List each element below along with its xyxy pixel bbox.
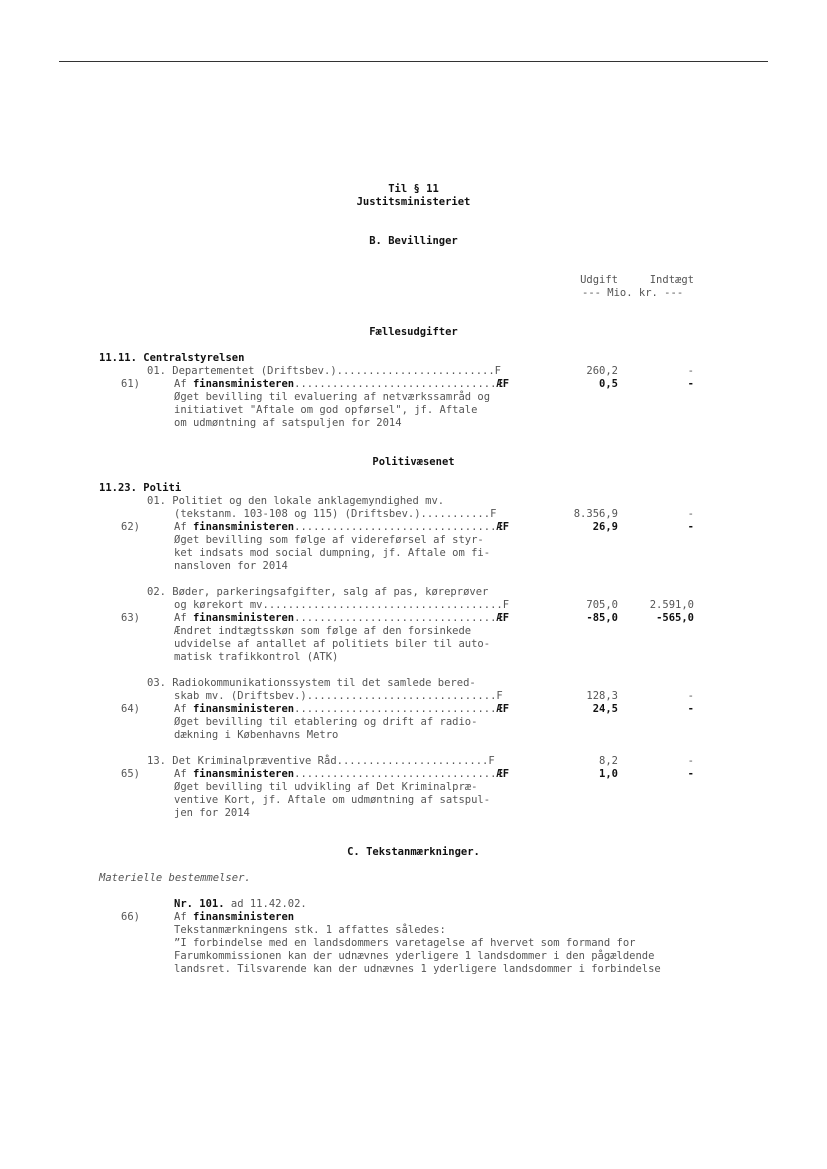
note-text: initiativet "Aftale om god opførsel", jf. Aftale — [174, 404, 478, 416]
note-text: dækning i Københavns Metro — [174, 729, 339, 741]
section-title: Til § 11 — [388, 183, 439, 195]
note-number: 63) — [121, 612, 140, 624]
amount-indtaegt: - — [687, 365, 694, 377]
note-text: Tekstanmærkningens stk. 1 affattes således: — [174, 924, 446, 936]
af-line: Af finansministeren................................ÆF — [174, 521, 510, 533]
af-line: Af finansministeren................................ÆF — [174, 703, 510, 715]
line-item: skab mv. (Driftsbev.)..............................F — [174, 690, 503, 702]
note-text: Øget bevilling til etablering og drift af radio- — [174, 716, 478, 728]
note-number: 66) — [121, 911, 140, 923]
nr-line: Nr. 101. ad 11.42.02. — [174, 898, 307, 910]
amount-indtaegt: -565,0 — [656, 612, 694, 624]
note-text: Øget bevilling som følge af videreførsel af styr- — [174, 534, 484, 546]
note-text: om udmøntning af satspuljen for 2014 — [174, 417, 402, 429]
amount-udgift: 1,0 — [599, 768, 618, 780]
note-number: 64) — [121, 703, 140, 715]
amount-udgift: 24,5 — [592, 703, 618, 715]
af-line: Af finansministeren................................ÆF — [174, 768, 510, 780]
quote-text: ”I forbindelse med en landsdommers varetagelse af hvervet som formand for — [174, 937, 636, 949]
col-unit: --- Mio. kr. --- — [582, 287, 684, 299]
note-text: matisk trafikkontrol (ATK) — [174, 651, 339, 663]
quote-text: landsret. Tilsvarende kan der udnævnes 1 yderligere landsdommer i forbindelse — [174, 963, 661, 975]
line-item: (tekstanm. 103-108 og 115) (Driftsbev.)...........F — [174, 508, 497, 520]
note-number: 65) — [121, 768, 140, 780]
amount-udgift: -85,0 — [586, 612, 618, 624]
part-c-heading: C. Tekstanmærkninger. — [347, 846, 480, 858]
amount-indtaegt: - — [687, 690, 694, 702]
line-item: 02. Bøder, parkeringsafgifter, salg af pas, køreprøver — [147, 586, 489, 598]
line-item: 01. Politiet og den lokale anklagemyndighed mv. — [147, 495, 445, 507]
line-item: 03. Radiokommunikationssystem til det samlede bered- — [147, 677, 476, 689]
af-line: Af finansministeren — [174, 911, 295, 923]
note-number: 61) — [121, 378, 140, 390]
line-item: 01. Departementet (Driftsbev.).........................F — [147, 365, 502, 377]
amount-indtaegt: - — [687, 703, 694, 715]
note-text: Ændret indtægtsskøn som følge af den forsinkede — [174, 625, 472, 637]
header-rule — [59, 61, 768, 62]
group-heading: Fællesudgifter — [369, 326, 458, 338]
amount-indtaegt: 2.591,0 — [649, 599, 694, 611]
col-udgift: Udgift — [580, 274, 618, 286]
amount-udgift: 705,0 — [586, 599, 618, 611]
note-text: Øget bevilling til evaluering af netværkssamråd og — [174, 391, 491, 403]
amount-indtaegt: - — [687, 508, 694, 520]
part-b-heading: B. Bevillinger — [369, 235, 458, 247]
note-text: ventive Kort, jf. Aftale om udmøntning af satspul- — [174, 794, 491, 806]
materielle-heading: Materielle bestemmelser. — [99, 872, 251, 884]
note-text: jen for 2014 — [174, 807, 250, 819]
account-11-11: 11.11. Centralstyrelsen — [99, 352, 245, 364]
amount-indtaegt: - — [687, 768, 694, 780]
col-indtaegt: Indtægt — [649, 274, 694, 286]
note-text: Øget bevilling til udvikling af Det Kriminalpræ- — [174, 781, 478, 793]
amount-udgift: 260,2 — [586, 365, 618, 377]
amount-udgift: 8,2 — [599, 755, 618, 767]
note-text: nansloven for 2014 — [174, 560, 288, 572]
af-line: Af finansministeren................................ÆF — [174, 378, 510, 390]
amount-indtaegt: - — [687, 378, 694, 390]
amount-indtaegt: - — [687, 521, 694, 533]
note-number: 62) — [121, 521, 140, 533]
line-item: og kørekort mv......................................F — [174, 599, 510, 611]
line-item: 13. Det Kriminalpræventive Råd........................F — [147, 755, 495, 767]
ministry-title: Justitsministeriet — [356, 196, 471, 208]
note-text: udvidelse af antallet af politiets biler til auto- — [174, 638, 491, 650]
quote-text: Farumkommissionen kan der udnævnes yderligere 1 landsdommer i den pågældende — [174, 950, 655, 962]
amount-udgift: 0,5 — [599, 378, 618, 390]
amount-udgift: 26,9 — [592, 521, 618, 533]
account-11-23: 11.23. Politi — [99, 482, 182, 494]
af-line: Af finansministeren................................ÆF — [174, 612, 510, 624]
amount-udgift: 128,3 — [586, 690, 618, 702]
amount-udgift: 8.356,9 — [573, 508, 618, 520]
amount-indtaegt: - — [687, 755, 694, 767]
group-heading: Politivæsenet — [372, 456, 455, 468]
note-text: ket indsats mod social dumpning, jf. Aftale om fi- — [174, 547, 491, 559]
